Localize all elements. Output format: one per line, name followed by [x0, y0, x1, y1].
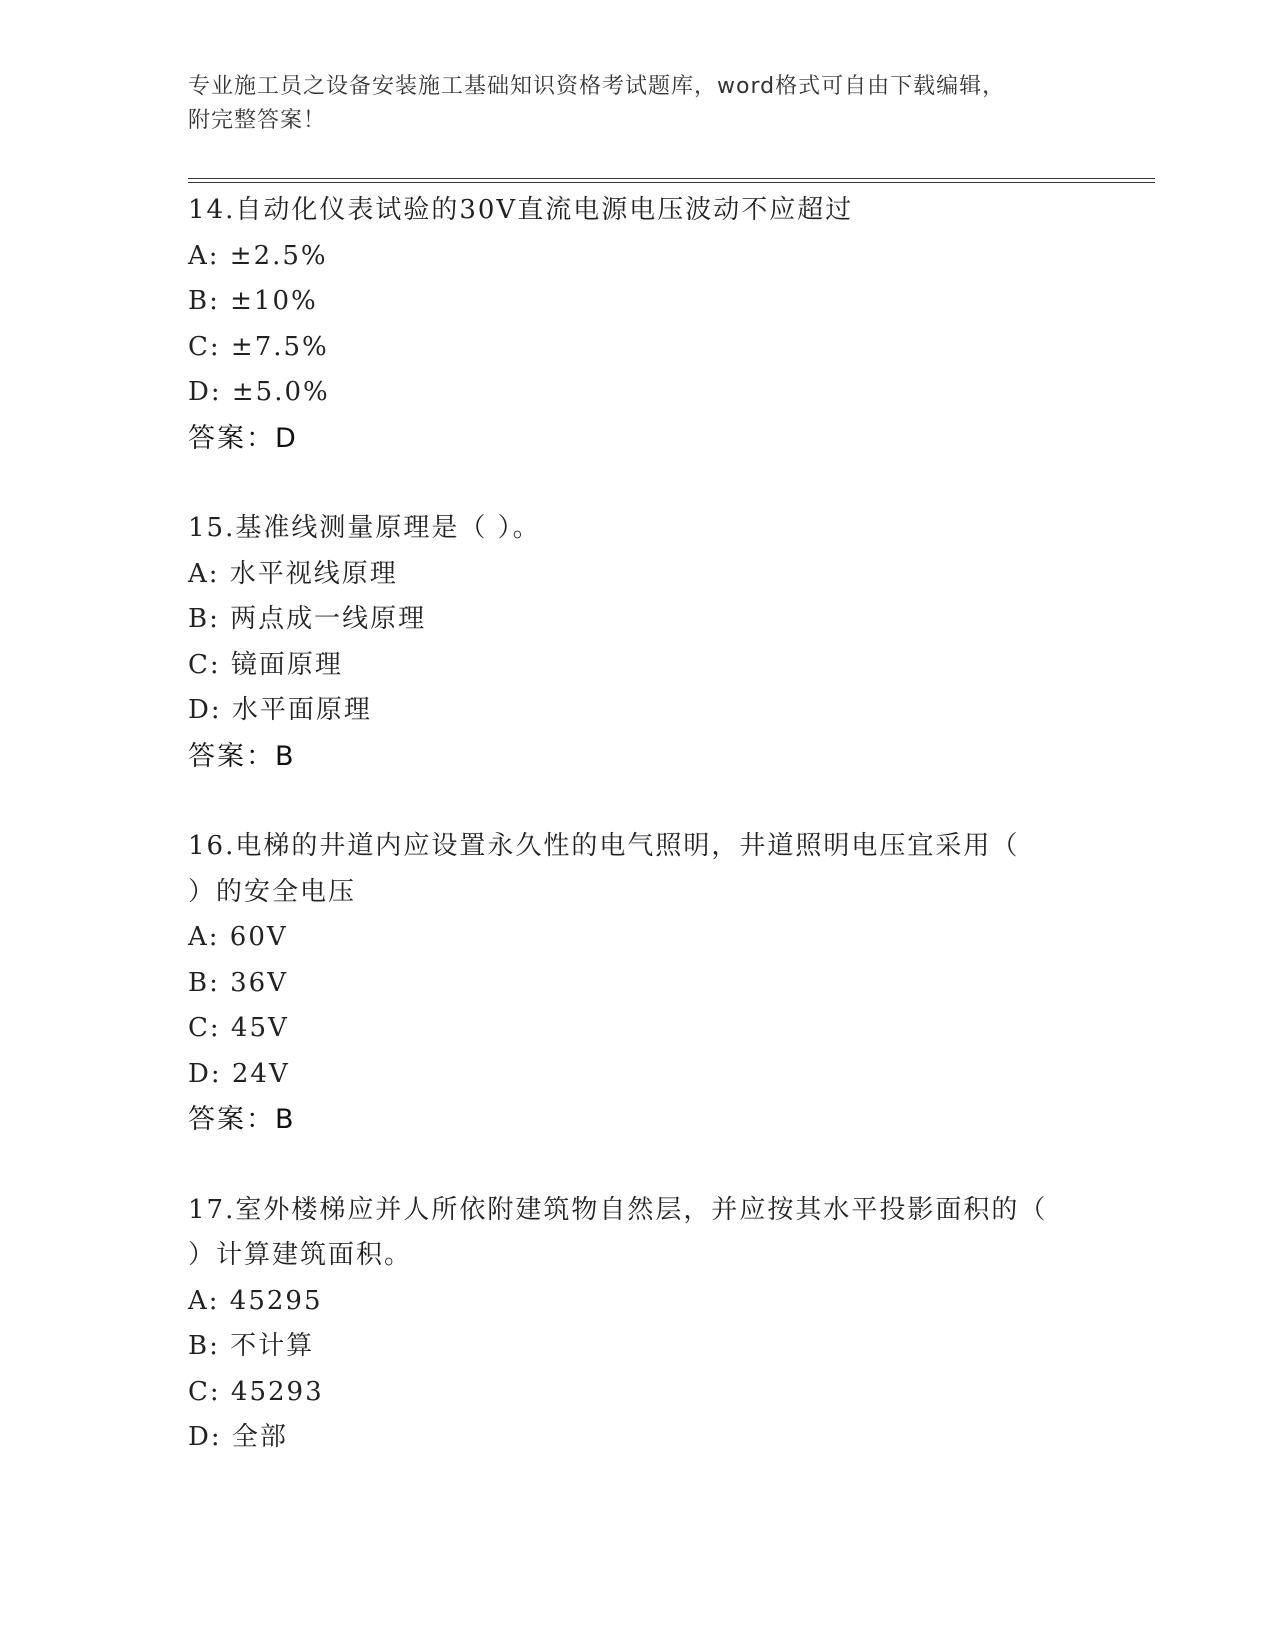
- spacer: [188, 779, 1088, 824]
- option-b: B: 36V: [188, 967, 288, 998]
- option-d: D: 24V: [188, 1058, 290, 1089]
- option-c: C: 45293: [188, 1376, 324, 1407]
- option-b: B: ±10%: [188, 286, 318, 316]
- option-d: D: 水平面原理: [188, 695, 372, 725]
- header-divider: [188, 178, 1155, 183]
- question-stem: 14.自动化仪表试验的30V直流电源电压波动不应超过: [188, 195, 854, 225]
- option-c: C: 镜面原理: [188, 649, 343, 680]
- question-14: [188, 188, 1088, 461]
- option-c: C: ±7.5%: [188, 331, 329, 362]
- option-b: B: 两点成一线原理: [188, 604, 427, 634]
- document-header: [188, 70, 1088, 138]
- header-line-1: 专业施工员之设备安装施工基础知识资格考试题库，word格式可自由下载编辑，: [188, 74, 1006, 99]
- answer-text: 答案：B: [188, 740, 296, 772]
- answer-text: 答案：B: [188, 1104, 296, 1135]
- question-15: [188, 506, 1088, 779]
- question-stem: 15.基准线测量原理是（ ）。: [188, 513, 541, 543]
- question-list: [188, 188, 1088, 1461]
- option-a: A: ±2.5%: [188, 240, 328, 271]
- option-a: A: 60V: [188, 922, 288, 952]
- option-d: D: 全部: [188, 1422, 288, 1452]
- question-stem: 16.电梯的井道内应设置永久性的电气照明，井道照明电压宜采用（: [188, 831, 1020, 861]
- question-16: [188, 824, 1088, 1143]
- question-stem-continued: ）的安全电压: [188, 876, 357, 907]
- question-17: [188, 1188, 1088, 1461]
- option-b: B: 不计算: [188, 1331, 315, 1361]
- spacer: [188, 461, 1088, 506]
- option-c: C: 45V: [188, 1013, 289, 1043]
- option-d: D: ±5.0%: [188, 377, 330, 407]
- header-line-2: 附完整答案！: [188, 108, 327, 133]
- option-a: A: 45295: [188, 1285, 323, 1316]
- answer-text: 答案：D: [188, 422, 298, 454]
- spacer: [188, 1143, 1088, 1188]
- option-a: A: 水平视线原理: [188, 558, 398, 589]
- question-stem: 17.室外楼梯应并人所依附建筑物自然层，并应按其水平投影面积的（: [188, 1194, 1048, 1225]
- question-stem-continued: ）计算建筑面积。: [188, 1240, 413, 1270]
